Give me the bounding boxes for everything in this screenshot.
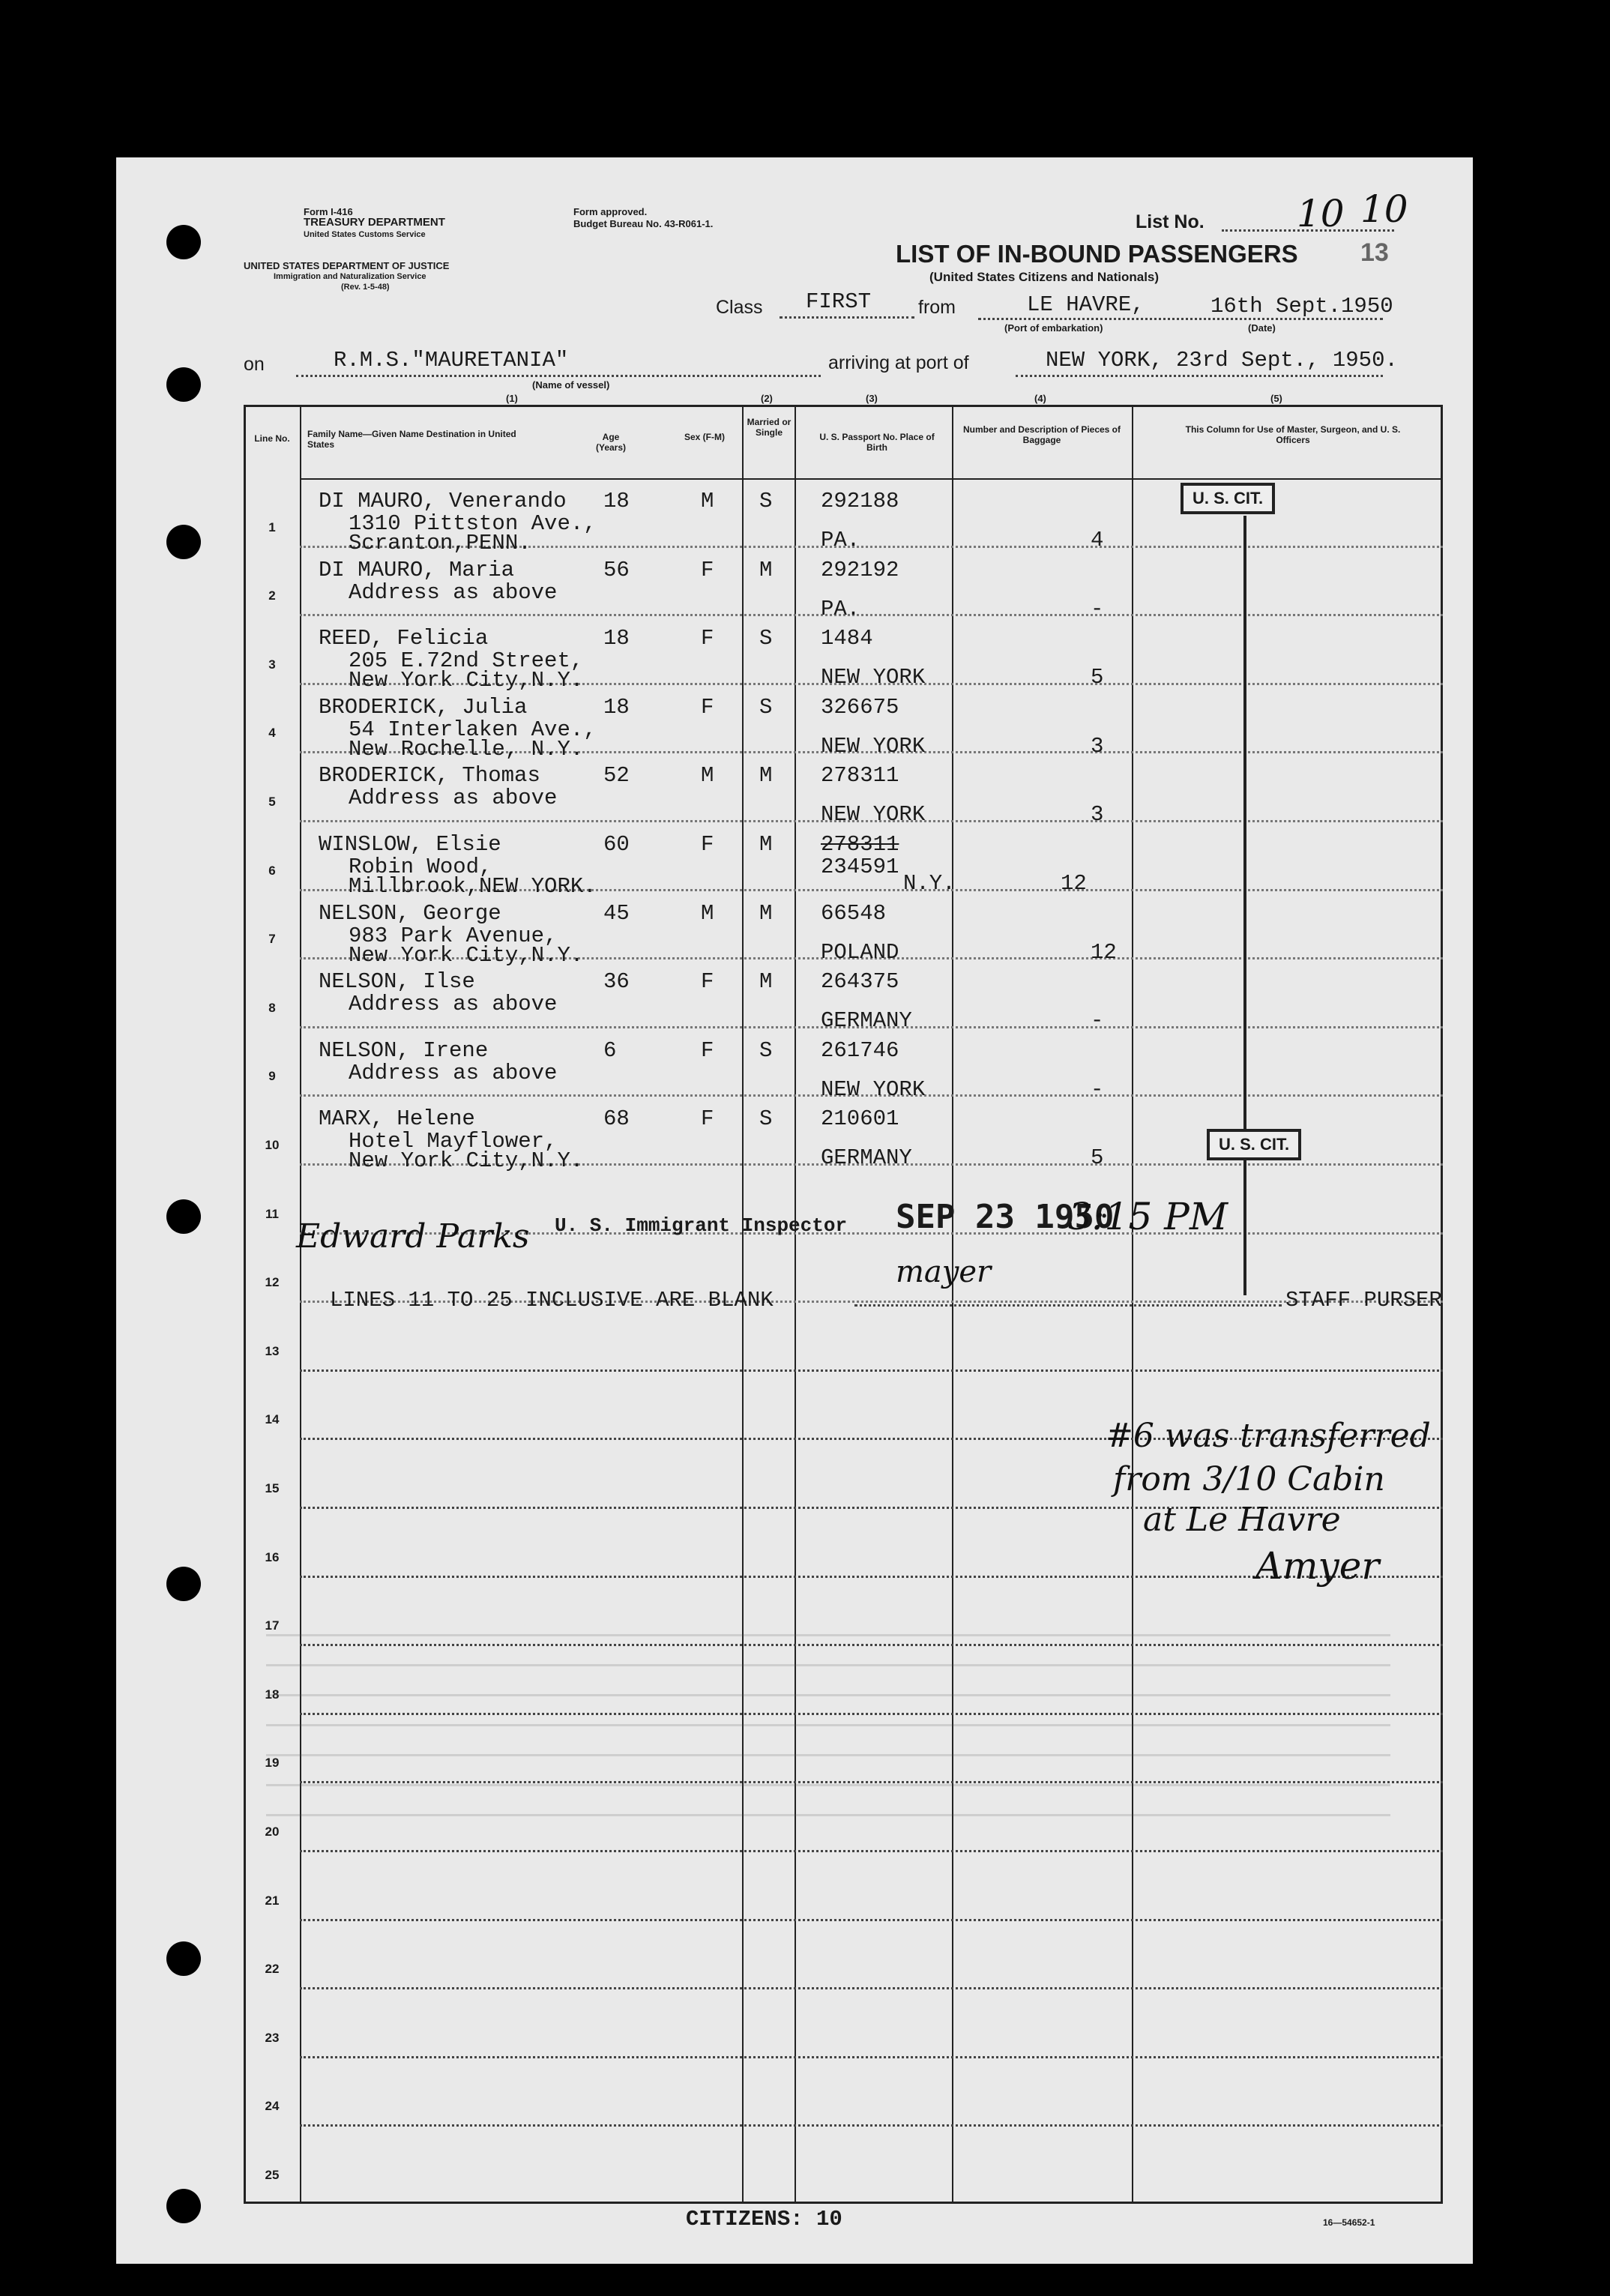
passenger-sex: F bbox=[701, 626, 714, 651]
passenger-marital-status: M bbox=[759, 832, 773, 857]
header-passport: U. S. Passport No. Place of Birth bbox=[819, 432, 935, 453]
place-of-birth: NEW YORK bbox=[821, 665, 926, 690]
row-separator bbox=[300, 1850, 1443, 1852]
passport-number: 264375 bbox=[821, 969, 899, 995]
class-line bbox=[780, 316, 914, 319]
place-of-birth: NEW YORK bbox=[821, 1076, 926, 1102]
place-of-birth: PA. bbox=[821, 596, 860, 621]
line-number: 13 bbox=[265, 1343, 280, 1358]
passenger-marital-status: S bbox=[759, 694, 773, 720]
row-separator bbox=[300, 614, 1443, 616]
col-num-2: (2) bbox=[761, 393, 773, 404]
page-number: 13 bbox=[1360, 238, 1389, 267]
passport-number: 292192 bbox=[821, 557, 899, 582]
line-number: 10 bbox=[265, 1138, 280, 1152]
passenger-sex: F bbox=[701, 557, 714, 582]
passenger-name: NELSON, Irene bbox=[319, 1037, 489, 1063]
passenger-age: 6 bbox=[603, 1037, 617, 1063]
from-label: from bbox=[918, 297, 956, 318]
binder-hole bbox=[166, 1199, 201, 1234]
place-of-birth: NEW YORK bbox=[821, 802, 926, 828]
passenger-marital-status: S bbox=[759, 1106, 773, 1132]
arrival-line bbox=[1016, 375, 1383, 377]
line-number: 2 bbox=[268, 588, 276, 603]
passenger-name: NELSON, George bbox=[319, 900, 501, 926]
line-number: 16 bbox=[265, 1549, 280, 1564]
binder-hole bbox=[166, 2189, 201, 2223]
from-date: 16th Sept.1950 bbox=[1210, 294, 1393, 319]
row-separator bbox=[300, 2056, 1443, 2058]
row-separator bbox=[300, 1370, 1443, 1372]
blank-lines-note: LINES 11 TO 25 INCLUSIVE ARE BLANK bbox=[330, 1288, 774, 1313]
vessel-caption: (Name of vessel) bbox=[532, 379, 610, 391]
passenger-marital-status: S bbox=[759, 1037, 773, 1063]
passenger-address-1: Address as above bbox=[349, 579, 558, 605]
staff-purser-label: STAFF PURSER bbox=[1285, 1288, 1442, 1313]
line-number: 3 bbox=[268, 657, 276, 672]
col-num-4: (4) bbox=[1034, 393, 1046, 404]
header-age: Age (Years) bbox=[595, 432, 627, 453]
binder-hole bbox=[166, 225, 201, 259]
embark-caption: (Port of embarkation) bbox=[1004, 322, 1103, 334]
row-separator bbox=[300, 1919, 1443, 1921]
baggage-count: 3 bbox=[1091, 733, 1104, 759]
line-number: 9 bbox=[268, 1069, 276, 1084]
us-cit-stamp-top: U. S. CIT. bbox=[1181, 483, 1275, 514]
binder-hole bbox=[166, 1567, 201, 1601]
binder-hole bbox=[166, 367, 201, 402]
passport-number: 66548 bbox=[821, 900, 887, 926]
place-of-birth: GERMANY bbox=[821, 1008, 912, 1034]
from-port: LE HAVRE, bbox=[1027, 292, 1145, 317]
budget-bureau: Budget Bureau No. 43-R061-1. bbox=[573, 218, 714, 229]
passport-number: 210601 bbox=[821, 1106, 899, 1132]
header-name: Family Name—Given Name Destination in United States bbox=[307, 429, 516, 450]
line-number: 22 bbox=[265, 1962, 280, 1977]
passenger-address-1: Hotel Mayflower, bbox=[349, 1129, 558, 1154]
passenger-age: 68 bbox=[603, 1106, 630, 1132]
binder-hole bbox=[166, 525, 201, 559]
manifest-page bbox=[116, 157, 1473, 2264]
passport-number: 278311 bbox=[821, 763, 899, 789]
binder-hole bbox=[166, 1941, 201, 1976]
line-number: 7 bbox=[268, 932, 276, 947]
passenger-address-2: New York City,N.Y. bbox=[349, 1148, 584, 1174]
purser-signature: mayer bbox=[896, 1255, 992, 1289]
passenger-address-1: 983 Park Avenue, bbox=[349, 923, 558, 948]
form-revision: (Rev. 1-5-48) bbox=[341, 283, 390, 292]
col-num-1: (1) bbox=[506, 393, 518, 404]
passenger-age: 45 bbox=[603, 900, 630, 926]
date-caption: (Date) bbox=[1248, 322, 1276, 334]
passport-number: 292188 bbox=[821, 489, 899, 513]
line-number: 8 bbox=[268, 1000, 276, 1015]
line-number: 12 bbox=[265, 1275, 280, 1290]
page-subtitle: (United States Citizens and Nationals) bbox=[929, 270, 1160, 284]
passenger-name: WINSLOW, Elsie bbox=[319, 832, 501, 857]
baggage-count: 4 bbox=[1091, 528, 1104, 552]
bleed-through bbox=[266, 1634, 1390, 1829]
line-number: 1 bbox=[268, 519, 276, 534]
line-number: 14 bbox=[265, 1412, 280, 1427]
vessel-name: R.M.S."MAURETANIA" bbox=[334, 348, 569, 373]
passenger-address-1: Address as above bbox=[349, 1060, 558, 1085]
passenger-name: DI MAURO, Venerando bbox=[319, 489, 567, 513]
passenger-sex: F bbox=[701, 832, 714, 857]
line-number: 25 bbox=[265, 2168, 280, 2182]
purser-dotted-line bbox=[854, 1304, 1282, 1307]
line-number: 18 bbox=[265, 1687, 280, 1702]
class-value: FIRST bbox=[806, 289, 872, 314]
page-title: LIST OF IN-BOUND PASSENGERS bbox=[896, 240, 1298, 268]
place-of-birth: NEW YORK bbox=[821, 733, 926, 759]
passenger-address-1: 1310 Pittston Ave., bbox=[349, 511, 597, 536]
baggage-count: 5 bbox=[1091, 665, 1104, 690]
passenger-name: MARX, Helene bbox=[319, 1106, 475, 1132]
passenger-sex: F bbox=[701, 694, 714, 720]
baggage-count: 12 bbox=[1061, 871, 1087, 896]
passenger-name: BRODERICK, Julia bbox=[319, 694, 528, 720]
header-officer-use: This Column for Use of Master, Surgeon, and U. S. Officers bbox=[1185, 424, 1401, 445]
place-of-birth: N.Y. bbox=[903, 871, 956, 896]
line-number: 6 bbox=[268, 863, 276, 878]
list-no-label: List No. bbox=[1136, 211, 1205, 232]
list-no-hand: 10 bbox=[1297, 192, 1345, 235]
passenger-age: 60 bbox=[603, 832, 630, 857]
passenger-address-1: Robin Wood, bbox=[349, 855, 492, 879]
form-number: Form I-416 bbox=[304, 206, 353, 217]
us-cit-stamp-bottom: U. S. CIT. bbox=[1207, 1129, 1301, 1160]
passenger-age: 36 bbox=[603, 969, 630, 995]
passport-struck: 278311 bbox=[821, 832, 899, 857]
line-number: 20 bbox=[265, 1825, 280, 1839]
passenger-age: 18 bbox=[603, 626, 630, 651]
passenger-address-1: 205 E.72nd Street, bbox=[349, 648, 584, 674]
passenger-sex: M bbox=[701, 900, 714, 926]
col-num-5: (5) bbox=[1270, 393, 1282, 404]
passenger-age: 56 bbox=[603, 557, 630, 582]
line-number: 24 bbox=[265, 2099, 280, 2114]
list-no-hand-2: 10 bbox=[1360, 187, 1408, 231]
handnote-line-1: #6 was transferred bbox=[1106, 1417, 1431, 1455]
stamp-bracket-line bbox=[1243, 516, 1246, 1295]
class-label: Class bbox=[716, 297, 763, 318]
passenger-sex: F bbox=[701, 969, 714, 995]
inspector-signature: Edward Parks bbox=[296, 1217, 530, 1256]
on-label: on bbox=[244, 354, 265, 375]
passenger-age: 18 bbox=[603, 694, 630, 720]
passenger-address-1: Address as above bbox=[349, 786, 558, 811]
baggage-count: - bbox=[1091, 1076, 1104, 1102]
vessel-line bbox=[296, 375, 821, 377]
line-number: 21 bbox=[265, 1893, 280, 1908]
passport-number: 261746 bbox=[821, 1037, 899, 1063]
inspector-time: 3:15 PM bbox=[1068, 1195, 1228, 1238]
passenger-sex: F bbox=[701, 1106, 714, 1132]
line-number: 4 bbox=[268, 726, 276, 741]
place-of-birth: POLAND bbox=[821, 939, 899, 965]
line-number: 5 bbox=[268, 795, 276, 809]
handnote-line-3: at Le Havre bbox=[1143, 1501, 1341, 1539]
header-baggage: Number and Description of Pieces of Baggage bbox=[962, 424, 1121, 445]
passenger-sex: M bbox=[701, 763, 714, 789]
passenger-name: DI MAURO, Maria bbox=[319, 557, 515, 582]
passenger-marital-status: M bbox=[759, 557, 773, 582]
passenger-sex: M bbox=[701, 489, 714, 513]
form-approved: Form approved. bbox=[573, 206, 648, 217]
arrival-info: NEW YORK, 23rd Sept., 1950. bbox=[1046, 348, 1398, 373]
passenger-marital-status: M bbox=[759, 763, 773, 789]
passenger-marital-status: M bbox=[759, 969, 773, 995]
handnote-line-2: from 3/10 Cabin bbox=[1113, 1460, 1385, 1498]
header-line-no: Line No. bbox=[254, 433, 290, 444]
handnote-signature: Amyer bbox=[1255, 1544, 1380, 1588]
header-married: Married or Single bbox=[747, 417, 792, 438]
line-number: 19 bbox=[265, 1756, 280, 1771]
header-sex: Sex (F-M) bbox=[684, 432, 725, 442]
baggage-count: 5 bbox=[1091, 1145, 1104, 1171]
passenger-name: REED, Felicia bbox=[319, 626, 489, 651]
line-number: 11 bbox=[265, 1206, 279, 1221]
passenger-marital-status: S bbox=[759, 489, 773, 513]
form-footer-code: 16—54652-1 bbox=[1323, 2217, 1375, 2228]
row-separator bbox=[300, 2124, 1443, 2127]
passenger-name: NELSON, Ilse bbox=[319, 969, 475, 995]
passenger-marital-status: S bbox=[759, 626, 773, 651]
passport-number: 234591 bbox=[821, 855, 899, 879]
citizens-total: CITIZENS: 10 bbox=[686, 2207, 842, 2232]
arriving-label: arriving at port of bbox=[828, 352, 969, 373]
passport-number: 1484 bbox=[821, 626, 873, 651]
line-number: 23 bbox=[265, 2030, 280, 2045]
col-num-3: (3) bbox=[866, 393, 878, 404]
baggage-count: - bbox=[1091, 1008, 1104, 1034]
passenger-name: BRODERICK, Thomas bbox=[319, 763, 540, 789]
passenger-address-2: Scranton,PENN. bbox=[349, 531, 531, 555]
passenger-address-2: New Rochelle, N.Y. bbox=[349, 736, 584, 762]
passenger-address-1: 54 Interlaken Ave., bbox=[349, 717, 597, 742]
baggage-count: - bbox=[1091, 596, 1104, 621]
passport-number: 326675 bbox=[821, 694, 899, 720]
treasury-department: TREASURY DEPARTMENT bbox=[304, 216, 445, 229]
passenger-sex: F bbox=[701, 1037, 714, 1063]
place-of-birth: GERMANY bbox=[821, 1145, 912, 1171]
passenger-address-2: New York City,N.Y. bbox=[349, 942, 584, 968]
baggage-count: 3 bbox=[1091, 802, 1104, 828]
passenger-address-2: Millbrook,NEW YORK. bbox=[349, 874, 597, 899]
ins-service: Immigration and Naturalization Service bbox=[274, 272, 426, 281]
place-of-birth: PA. bbox=[821, 528, 860, 552]
from-line bbox=[978, 318, 1383, 320]
inspector-date-stamp: SEP 23 1950 bbox=[896, 1198, 1115, 1236]
line-number: 15 bbox=[265, 1481, 280, 1495]
passenger-age: 18 bbox=[603, 489, 630, 513]
justice-department: UNITED STATES DEPARTMENT OF JUSTICE bbox=[244, 260, 450, 271]
line-number: 17 bbox=[265, 1618, 280, 1633]
passenger-marital-status: M bbox=[759, 900, 773, 926]
row-separator bbox=[300, 1987, 1443, 1989]
passenger-address-2: New York City,N.Y. bbox=[349, 668, 584, 693]
customs-service: United States Customs Service bbox=[304, 230, 426, 239]
inspector-label: U. S. Immigrant Inspector bbox=[555, 1214, 848, 1237]
passenger-address-1: Address as above bbox=[349, 992, 558, 1017]
passenger-age: 52 bbox=[603, 763, 630, 789]
baggage-count: 12 bbox=[1091, 939, 1117, 965]
